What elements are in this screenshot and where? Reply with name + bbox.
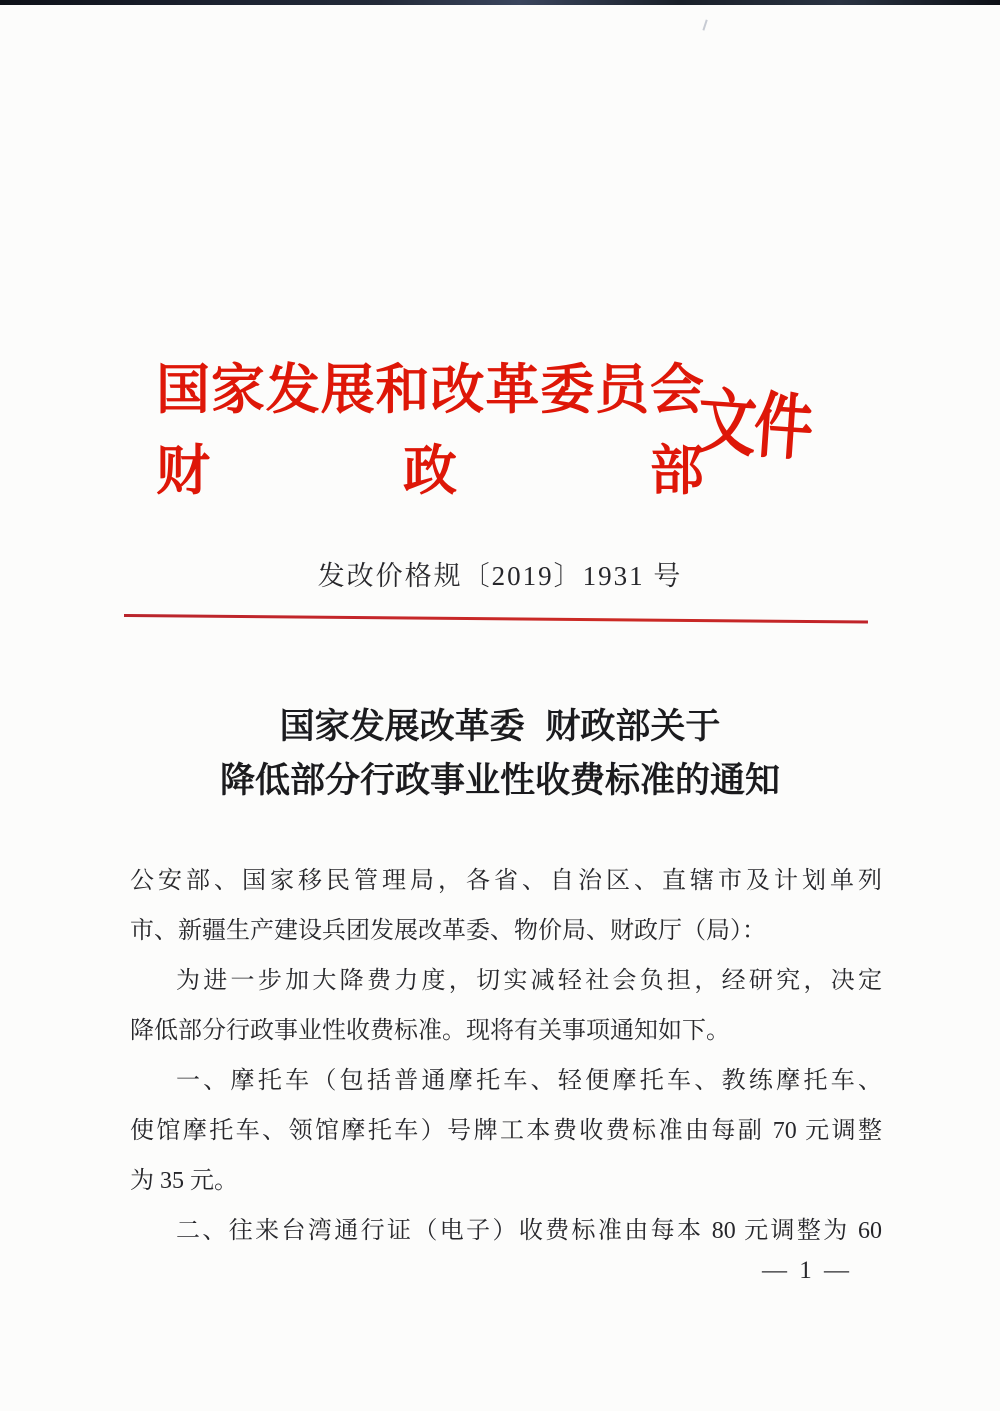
agency-name-mof-char: 政 xyxy=(403,441,457,501)
body-line-recipients-1: 公安部、国家移民管理局，各省、自治区、直辖市及计划单列 xyxy=(130,868,882,894)
body-line-item2-1: 二、往来台湾通行证（电子）收费标准由每本 80 元调整为 60 xyxy=(176,1218,882,1244)
body-line-recipients-2: 市、新疆生产建设兵团发展改革委、物价局、财政厅（局）： xyxy=(130,918,766,944)
body-line-item1-2: 使馆摩托车、领馆摩托车）号牌工本费收费标准由每副 70 元调整 xyxy=(130,1118,882,1144)
scan-edge-artifact xyxy=(0,0,1000,5)
body-line-item1-1: 一、摩托车（包括普通摩托车、轻便摩托车、教练摩托车、 xyxy=(176,1068,882,1094)
agency-name-mof xyxy=(156,431,704,511)
page-number: — 1 — xyxy=(762,1257,852,1284)
body-line-intro-1: 为进一步加大降费力度，切实减轻社会负担，经研究，决定 xyxy=(176,968,882,994)
issuing-agencies xyxy=(156,349,704,511)
agency-name-mof-char: 部 xyxy=(650,441,704,501)
document-title xyxy=(0,700,1000,808)
document-reference-number: 发改价格规〔2019〕1931 号 xyxy=(317,561,683,591)
agency-name-mof-char: 财 xyxy=(156,441,210,501)
agency-name-ndrc: 国家发展和改革委员会 xyxy=(156,360,704,420)
document-title-line-2: 降低部分行政事业性收费标准的通知 xyxy=(219,761,780,800)
scan-speck xyxy=(702,19,710,31)
body-line-item1-3: 为 35 元。 xyxy=(130,1168,238,1194)
document-title-line-1: 国家发展改革委 财政部关于 xyxy=(279,707,721,746)
document-type-label: 文件 xyxy=(694,382,814,470)
body-line-intro-2: 降低部分行政事业性收费标准。现将有关事项通知如下。 xyxy=(130,1018,730,1044)
red-divider-line xyxy=(124,614,868,623)
document-body xyxy=(130,856,882,1256)
